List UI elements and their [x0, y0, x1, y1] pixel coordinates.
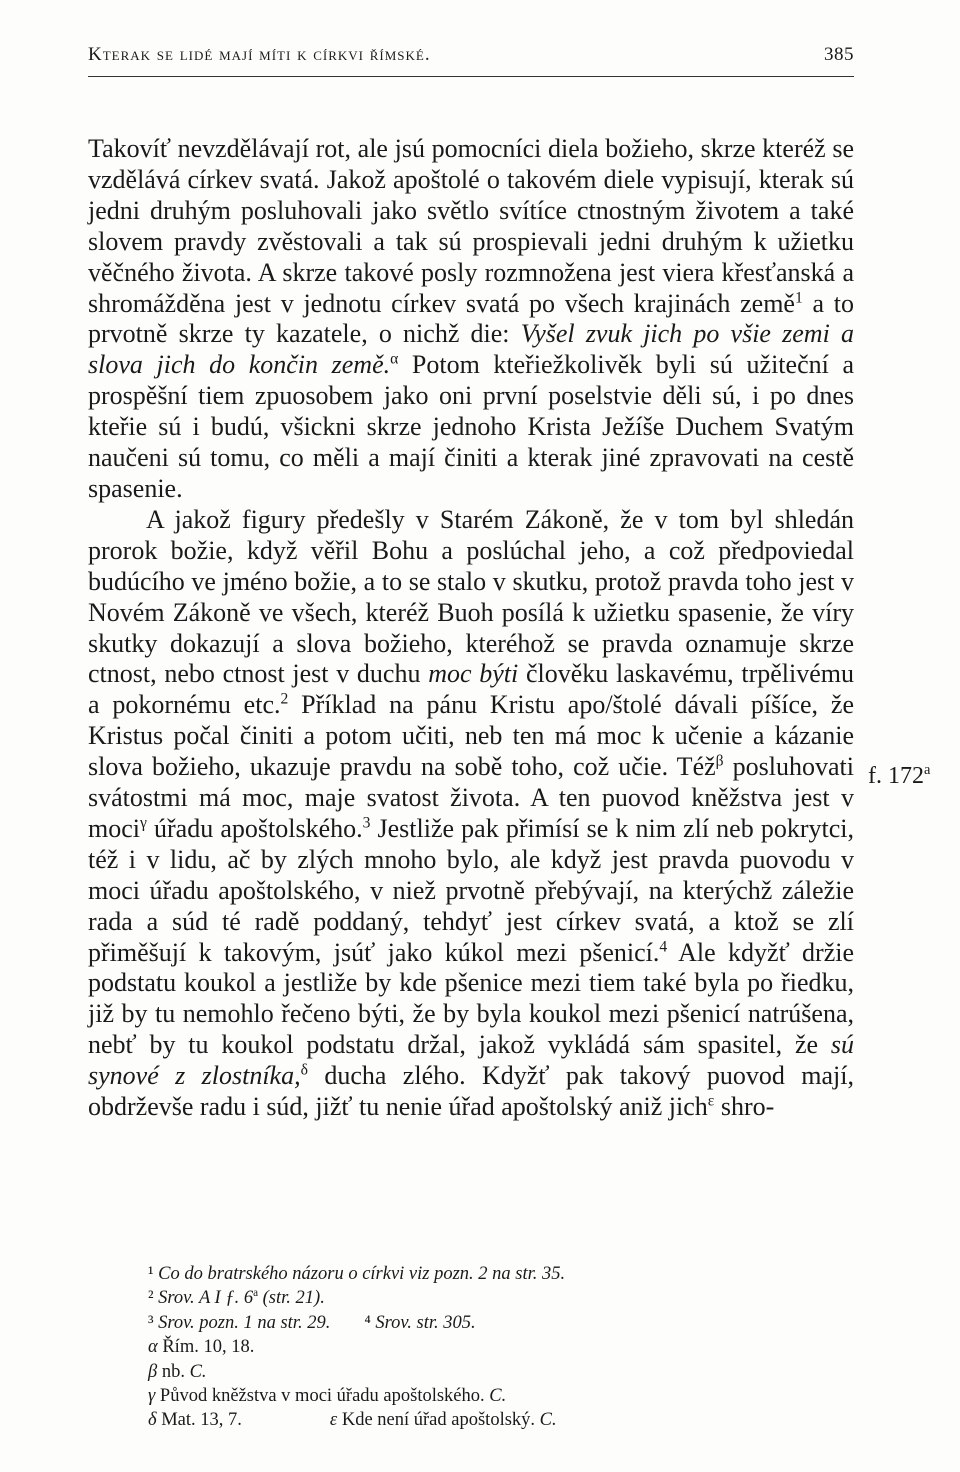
footnote-mark: ² [148, 1288, 154, 1309]
footnote-mark: ⁴ [364, 1312, 371, 1333]
scripture-quote: sú synové z zlostníka, [88, 1030, 854, 1091]
footnotes [148, 1262, 848, 1433]
footnote-delta-epsilon [148, 1408, 848, 1432]
footnote-mark: α [148, 1337, 158, 1358]
folio-label: f. 172 [868, 763, 924, 789]
footnote-text: Srov. A I ƒ. 6 [158, 1288, 254, 1309]
paragraph-2 [88, 505, 854, 1123]
footnote-mark: δ [148, 1410, 157, 1431]
footnote-sup: a [253, 1287, 259, 1300]
footnote-text: Mat. 13, 7. [161, 1410, 242, 1431]
text-run: Jestližе pak přimísí se k nim zlí neb pokrytci, též i v lidu, ač by zlých mnoho bylo, ale když jest pravda puovodu v moci úřadu apoštolského, v niež prvotně přebývají, na kterýchž záležie rada a súd té radě poddaný, tehdyť jest církev svatá, a ktož se zlí přiměšují k takovým, jsúť jako kúkol mezi pšenicí. [88, 813, 854, 967]
running-header [88, 44, 854, 66]
text-run: A jakož figury předešly v Starém Zákoně, že v tom byl shledán prorok božie, když věřil Bohu a poslúchal jeho, a což předpoviedal budúcího ve jméno božie, a to se stalo v skutku, protož pravda toho jest v Novém Zákoně ve všech, kteréž Buoh posílá k užietku spasenie, že víry skutky dokazují a slova božieho, kteréhož se pravda oznamuje skrze ctnost, nebo ctnost jest v duchu [88, 504, 854, 689]
footnote-ref: 4 [659, 937, 668, 955]
text-run: a to prvotně skrze ty kazatele, o nichž die: [88, 288, 855, 349]
text-run: shro- [714, 1092, 775, 1122]
text-run: Příklad na pánu Kristu apo/štolé dávali píšíce, že Kristus počal činiti a potom učiti, neb ten má moc k učenie a kázanie slova božieho, ukazuje pravdu na sobě toho, což učie. Též [88, 690, 855, 782]
footnote-alpha [148, 1335, 848, 1359]
footnote-text: nb. [161, 1361, 190, 1382]
note-mark: ε [707, 1092, 715, 1110]
footnote-beta [148, 1360, 848, 1384]
footnote-tail: (str. 21). [258, 1288, 325, 1309]
footnote-mark: γ [148, 1386, 156, 1407]
folio-side: a [924, 762, 931, 778]
footnote-text: Srov. str. 305. [375, 1312, 476, 1333]
running-title: Kterak se lidé mají míti k církvi římské. [88, 44, 431, 65]
footnote-3-4 [148, 1311, 848, 1335]
footnote-ref: 1 [794, 288, 803, 306]
folio-margin-note [868, 763, 930, 790]
footnote-mark: ε [329, 1410, 338, 1431]
text-run: člověku laskavému, trpělivému a pokornému etc. [88, 659, 855, 720]
footnote-2 [148, 1286, 848, 1310]
text-run: úřadu apoštolského. [146, 813, 363, 843]
note-mark: δ [300, 1061, 308, 1079]
header-rule [88, 76, 854, 77]
scripture-quote: Vyšel zvuk jich po všie zemi a slova jich do končin země. [88, 319, 854, 380]
footnote-text: Kde není úřad apoštolský. [341, 1410, 540, 1431]
footnote-source: C. [539, 1410, 557, 1431]
footnote-mark: ¹ [148, 1264, 154, 1284]
note-mark: α [390, 350, 399, 368]
footnote-text: Původ kněžstva v moci úřadu apoštolského. [159, 1386, 490, 1407]
footnote-source: C. [489, 1386, 507, 1407]
footnote-mark: ³ [148, 1312, 154, 1333]
footnote-1 [148, 1262, 848, 1286]
note-mark: β [715, 752, 724, 770]
text-run: ducha zlého. Kdyžť pak takový puovod mají, obdrževše radu i súd, jižť tu nenie úřad apoštolský aniž jich [88, 1061, 854, 1122]
text-run: Takovíť nevzdělávají rot, ale jsú pomocníci diela božieho, skrze kteréž se vzdělává církev svatá. Jakož apoštolé o takovém diele vypisují, kterak sú jedni druhým posluhovali jako světlo svítíce ctnostným životem a také slovem pravdy zvěstovali a tak sú prospievali jedni druhým k užietku věčného života. A skrze takové posly rozmnožena jest viera křesťanská a shromážděna jest v jednotu církev svatá po všech krajinách země [88, 134, 854, 318]
main-text [88, 134, 854, 1123]
footnote-text: Srov. pozn. 1 na str. 29. [158, 1312, 331, 1333]
text-run: posluhovati svátostmi má moc, maje svatost života. A ten puovod kněžstva jest v moci [88, 752, 854, 843]
footnote-gamma [148, 1384, 848, 1408]
footnote-ref: 3 [362, 814, 371, 832]
paragraph-1 [88, 134, 854, 505]
note-mark: γ [140, 814, 147, 832]
footnote-text: Co do bratrského názoru o církvi viz pozn. 2 na str. 35. [158, 1264, 566, 1284]
scripture-quote: moc býti [428, 659, 519, 689]
page-number: 385 [824, 44, 854, 65]
footnote-ref: 2 [280, 690, 289, 708]
footnote-mark: β [148, 1361, 158, 1382]
text-run: Potom kteřiežkolivěk byli sú užiteční a prospěšní tiem zpuosobem jako oni první poselstvie děli sú, i po dnes kteřie sú i budú, všickni skrze jednoho Krista Ježíše Duchem Svatým naučeni sú tomu, co měli a mají činiti a kterak jiné zpravovati na cestě spasenie. [88, 350, 854, 503]
footnote-text: Řím. 10, 18. [162, 1337, 255, 1358]
footnote-source: C. [189, 1361, 207, 1382]
text-run: Ale kdyžť držie podstatu koukol a jestliže by kde pšenice mezi tiem také byla po řiedku, již by tu nemohlo řečeno býti, že by byla koukol mezi pšenicí natrúšena, nebť by tu koukol podstatu držal, jakož vykládá sám spasitel, že [88, 937, 855, 1060]
